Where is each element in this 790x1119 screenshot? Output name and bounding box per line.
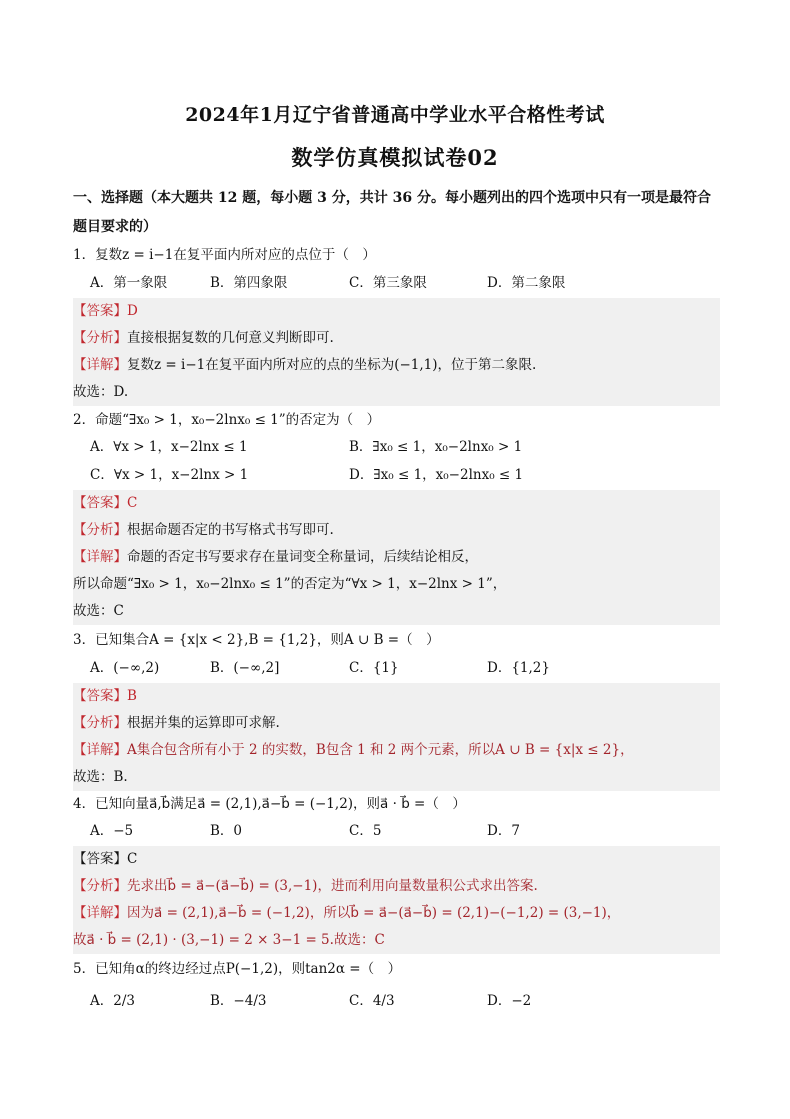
detail-text: 因为a⃗ = (2,1),a⃗−b⃗ = (−1,2)，所以b⃗ = a⃗−(a⃗−b⃗) = (2,1)−(−1,2) = (3,−1)， [127, 905, 621, 921]
q3-detail [73, 737, 720, 764]
answer-value: B [127, 688, 137, 704]
q5-option-a: A．2/3 [90, 993, 135, 1009]
detail-tag: 【详解】 [73, 549, 127, 565]
answer-tag: 【答案】 [73, 495, 127, 511]
analysis-tag: 【分析】 [73, 715, 127, 731]
q3-option-d: D．{1,2} [487, 660, 550, 676]
analysis-tag: 【分析】 [73, 522, 127, 538]
analysis-text: 根据命题否定的书写格式书写即可. [127, 522, 334, 538]
detail-text: A集合包含所有小于 2 的实数，B包含 1 和 2 两个元素，所以A ∪ B = {x|x ≤ 2}， [127, 742, 634, 758]
q3-stem: 3．已知集合A = {x|x < 2},B = {1,2}，则A ∪ B =（ ） [73, 632, 440, 648]
q2-choose: 故选：C [73, 598, 720, 625]
detail-tag: 【详解】 [73, 742, 127, 758]
q2-detail-2: 所以命题“∃x₀ > 1，x₀−2lnx₀ ≤ 1”的否定为“∀x > 1，x−2lnx > 1”， [73, 571, 720, 598]
detail-text: 复数z = i−1在复平面内所对应的点的坐标为(−1,1)，位于第二象限. [127, 357, 537, 373]
answer-value: C [127, 851, 138, 867]
answer-value: D [127, 303, 138, 319]
q2-option-a: A．∀x > 1，x−2lnx ≤ 1 [90, 439, 248, 455]
analysis-tag: 【分析】 [73, 330, 127, 346]
q4-option-c: C．5 [349, 823, 382, 839]
q4-stem: 4．已知向量a⃗,b⃗满足a⃗ = (2,1),a⃗−b⃗ = (−1,2)，则a⃗ · b⃗ =（ ） [73, 796, 466, 812]
detail-tag: 【详解】 [73, 357, 127, 373]
section-heading: 一、选择题（本大题共 12 题，每小题 3 分，共计 36 分。每小题列出的四个选项中只有一项是最符合题目要求的） [73, 190, 711, 235]
q2-detail [73, 544, 720, 571]
answer-tag: 【答案】 [73, 688, 127, 704]
q3-option-c: C．{1} [349, 660, 399, 676]
exam-title: 2024年1月辽宁省普通高中学业水平合格性考试 [185, 104, 605, 126]
q4-analysis [73, 873, 720, 900]
q1-option-a: A．第一象限 [90, 275, 168, 291]
q2-answer [73, 490, 720, 517]
q4-option-a: A．−5 [90, 823, 134, 839]
q4-option-b: B．0 [210, 823, 243, 839]
detail-tag: 【详解】 [73, 905, 127, 921]
q3-option-a: A．(−∞,2) [90, 660, 160, 676]
q1-option-b: B．第四象限 [210, 275, 288, 291]
q1-option-c: C．第三象限 [349, 275, 427, 291]
q1-choose: 故选：D. [73, 379, 720, 406]
q2-option-b: B．∃x₀ ≤ 1，x₀−2lnx₀ > 1 [349, 439, 523, 455]
q5-option-d: D．−2 [487, 993, 532, 1009]
q4-detail-2: 故a⃗ · b⃗ = (2,1) · (3,−1) = 2 × 3−1 = 5.故选：C [73, 927, 720, 954]
q1-option-d: D．第二象限 [487, 275, 566, 291]
q2-option-c: C．∀x > 1，x−2lnx > 1 [90, 467, 249, 483]
answer-value: C [127, 495, 138, 511]
q1-analysis [73, 325, 720, 352]
q5-option-b: B．−4/3 [210, 993, 267, 1009]
q3-answer [73, 683, 720, 710]
analysis-text: 根据并集的运算即可求解. [127, 715, 280, 731]
q5-stem: 5．已知角α的终边经过点P(−1,2)，则tan2α =（ ） [73, 961, 402, 977]
q4-option-d: D．7 [487, 823, 520, 839]
answer-tag: 【答案】 [73, 851, 127, 867]
q3-choose: 故选：B. [73, 764, 720, 791]
q1-answer [73, 298, 720, 325]
q1-detail [73, 352, 720, 379]
q2-analysis [73, 517, 720, 544]
q3-option-b: B．(−∞,2] [210, 660, 280, 676]
q1-stem: 1．复数z = i−1在复平面内所对应的点位于（ ） [73, 247, 376, 263]
exam-subtitle: 数学仿真模拟试卷02 [291, 145, 499, 170]
q4-detail [73, 900, 720, 927]
q4-answer [73, 846, 720, 873]
analysis-tag: 【分析】 [73, 878, 127, 894]
detail-text: 命题的否定书写要求存在量词变全称量词，后续结论相反， [127, 549, 478, 565]
analysis-text: 先求出b⃗ = a⃗−(a⃗−b⃗) = (3,−1)，进而利用向量数量积公式求出答案. [127, 878, 538, 894]
analysis-text: 直接根据复数的几何意义判断即可. [127, 330, 334, 346]
answer-tag: 【答案】 [73, 303, 127, 319]
q2-stem: 2．命题“∃x₀ > 1，x₀−2lnx₀ ≤ 1”的否定为（ ） [73, 412, 381, 428]
q5-option-c: C．4/3 [349, 993, 395, 1009]
q2-option-d: D．∃x₀ ≤ 1，x₀−2lnx₀ ≤ 1 [349, 467, 524, 483]
q3-analysis [73, 710, 720, 737]
